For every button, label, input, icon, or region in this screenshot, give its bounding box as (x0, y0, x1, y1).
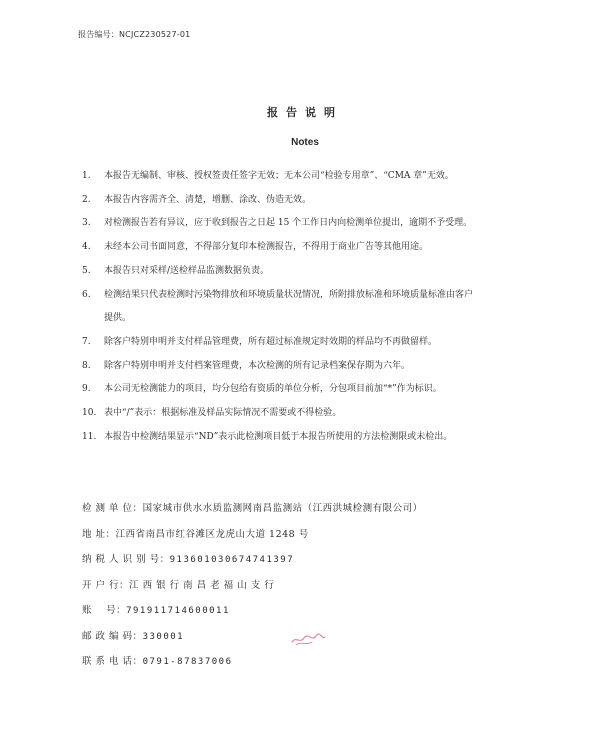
note-number: 2. (82, 194, 91, 205)
phone-row (82, 649, 423, 675)
address-row (82, 522, 423, 548)
note-text: 未经本公司书面同意，不得部分复印本检测报告，不得用于商业广告等其他用途。 (104, 242, 429, 253)
note-item (82, 165, 552, 189)
note-item (82, 402, 552, 426)
bank-row (82, 573, 423, 599)
note-item (82, 378, 552, 402)
note-text: 本报告只对采样/送检样品监测数据负责。 (104, 265, 270, 276)
page-subtitle: Notes (291, 137, 319, 148)
note-item-continuation (82, 307, 552, 331)
page-title: 报告说明 (267, 106, 343, 119)
note-text: 本报告中检测结果显示“ND”表示此检测项目低于本报告所使用的方法检测限或未检出。 (104, 431, 453, 442)
note-text: 除客户特别申明并支付档案管理费，本次检测的所有记录档案保存期为六年。 (104, 360, 411, 371)
phone-label: 联 系 电 话： (82, 656, 143, 667)
note-text: 除客户特别申明并支付样品管理费，所有超过标准规定时效期的样品均不再做留样。 (104, 336, 438, 347)
report-number: 报告编号：NCJCZ230527-01 (78, 30, 191, 39)
note-item (82, 284, 552, 308)
note-number: 9. (82, 384, 91, 395)
note-number: 4. (82, 242, 91, 253)
note-text-continuation: 提供。 (104, 313, 132, 324)
address-value: 江西省南昌市红谷滩区龙虎山大道 1248 号 (115, 528, 309, 540)
faint-stamp-mark (288, 630, 328, 648)
note-number: 8. (82, 360, 91, 371)
note-item (82, 426, 552, 450)
tax-id-label: 纳 税 人 识 别 号： (82, 554, 170, 565)
notes-list (82, 165, 552, 449)
note-text: 对检测报告若有异议，应于收到报告之日起 15 个工作日内向检测单位提出，逾期不予受理。 (104, 218, 473, 229)
phone-value: 0791-87837006 (142, 657, 233, 667)
note-item (82, 236, 552, 260)
note-text: 表中“/”表示：根据标准及样品实际情况不需要或不得检验。 (104, 408, 342, 419)
note-text: 本报告无编制、审核、授权签责任签字无效；无本公司“检验专用章”、“CMA 章”无效。 (104, 171, 454, 181)
note-number: 5. (82, 265, 91, 276)
account-label: 账 号： (82, 605, 127, 616)
note-text: 本报告内容需齐全、清楚，增删、涂改、伪造无效。 (104, 194, 312, 205)
bank-value: 江 西 银 行 南 昌 老 福 山 支 行 (129, 579, 275, 591)
testing-unit-row (82, 496, 423, 522)
postcode-row (82, 624, 423, 650)
company-info (82, 496, 423, 675)
note-text: 检测结果只代表检测时污染物排放和环境质量状况情况，所附排放标准和环境质量标准由客户 (104, 289, 474, 300)
note-item (82, 260, 552, 284)
note-item (82, 355, 552, 379)
bank-label: 开 户 行： (82, 579, 130, 591)
note-item (82, 212, 552, 236)
note-item (82, 331, 552, 355)
note-number: 3. (82, 218, 91, 229)
note-number: 6. (82, 289, 91, 300)
testing-unit-value: 国家城市供水水质监测网南昌监测站（江西洪城检测有限公司） (142, 503, 423, 514)
note-number: 11. (82, 431, 97, 442)
account-row (82, 598, 423, 624)
address-label: 地 址： (82, 528, 116, 540)
note-number: 1. (82, 171, 91, 181)
note-number: 7. (82, 336, 91, 347)
postcode-value: 330001 (142, 631, 185, 642)
note-text: 本公司无检测能力的项目，均分包给有资质的单位分析，分包项目前加“*”作为标识。 (104, 384, 442, 395)
account-value: 791911714600011 (126, 606, 230, 616)
note-item (82, 189, 552, 213)
tax-id-row (82, 547, 423, 573)
testing-unit-label: 检 测 单 位： (82, 503, 143, 514)
tax-id-value: 913601030674741397 (169, 555, 295, 565)
postcode-label: 邮 政 编 码： (82, 630, 143, 642)
note-number: 10. (82, 408, 97, 419)
